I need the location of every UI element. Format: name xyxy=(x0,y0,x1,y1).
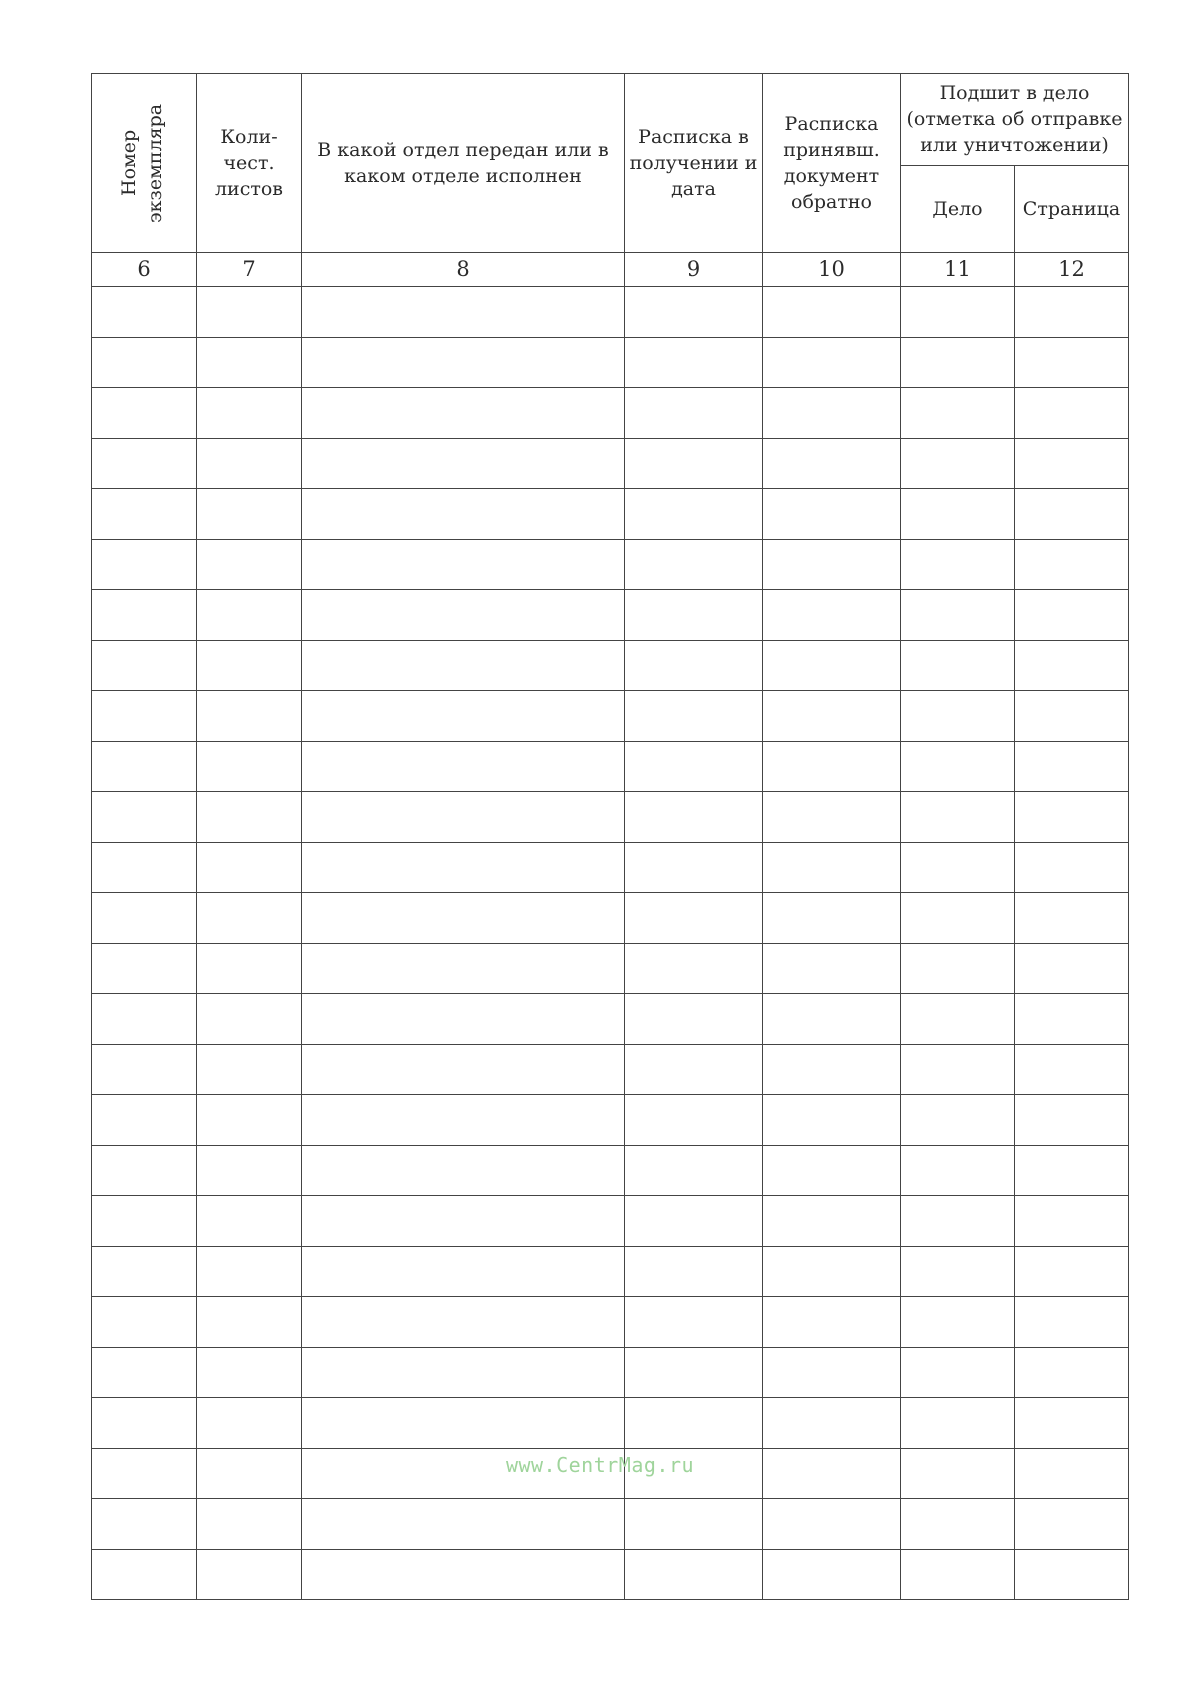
table-cell xyxy=(763,1398,901,1449)
table-row xyxy=(92,337,1129,388)
table-cell xyxy=(901,792,1015,843)
table-cell xyxy=(1015,287,1129,338)
table-cell xyxy=(625,691,763,742)
table-cell xyxy=(625,489,763,540)
table-cell xyxy=(901,842,1015,893)
table-cell xyxy=(901,691,1015,742)
table-cell xyxy=(901,1246,1015,1297)
column-number: 7 xyxy=(197,253,302,287)
table-cell xyxy=(302,1246,625,1297)
table-cell xyxy=(197,1095,302,1146)
table-cell xyxy=(92,1145,197,1196)
table-cell xyxy=(92,1499,197,1550)
column-number: 9 xyxy=(625,253,763,287)
table-cell xyxy=(302,1145,625,1196)
table-cell xyxy=(763,388,901,439)
table-cell xyxy=(625,590,763,641)
table-cell xyxy=(901,539,1015,590)
table-cell xyxy=(197,741,302,792)
table-cell xyxy=(197,489,302,540)
table-cell xyxy=(625,1297,763,1348)
header-return-receipt-label: Расписка принявш. документ обратно xyxy=(783,113,880,213)
table-cell xyxy=(763,539,901,590)
table-cell xyxy=(1015,1246,1129,1297)
table-cell xyxy=(625,1398,763,1449)
header-department-label: В какой отдел передан или в каком отделе исполнен xyxy=(317,139,609,187)
table-cell xyxy=(625,1095,763,1146)
table-row xyxy=(92,1549,1129,1600)
table-cell xyxy=(763,792,901,843)
table-cell xyxy=(625,943,763,994)
table-row xyxy=(92,287,1129,338)
table-cell xyxy=(625,1044,763,1095)
column-number: 6 xyxy=(92,253,197,287)
table-cell xyxy=(302,943,625,994)
header-page xyxy=(1015,165,1129,253)
table-cell xyxy=(763,1297,901,1348)
table-cell xyxy=(625,1196,763,1247)
table-cell xyxy=(1015,1044,1129,1095)
table-cell xyxy=(197,1196,302,1247)
table-row xyxy=(92,1347,1129,1398)
table-cell xyxy=(901,943,1015,994)
table-row xyxy=(92,539,1129,590)
table-cell xyxy=(763,337,901,388)
table-cell xyxy=(92,1246,197,1297)
table-cell xyxy=(302,489,625,540)
table-cell xyxy=(302,590,625,641)
table-cell xyxy=(92,438,197,489)
table-cell xyxy=(625,1145,763,1196)
table-cell xyxy=(302,1196,625,1247)
table-cell xyxy=(625,438,763,489)
table-cell xyxy=(197,539,302,590)
table-cell xyxy=(92,539,197,590)
table-cell xyxy=(763,1196,901,1247)
register-body xyxy=(92,287,1129,1600)
table-cell xyxy=(92,1347,197,1398)
table-cell xyxy=(763,994,901,1045)
table-cell xyxy=(901,1398,1015,1449)
watermark: www.CentrMag.ru xyxy=(505,1453,695,1477)
table-cell xyxy=(92,489,197,540)
table-cell xyxy=(901,1549,1015,1600)
table-row xyxy=(92,1246,1129,1297)
table-cell xyxy=(302,337,625,388)
header-sheet-count xyxy=(197,74,302,253)
table-cell xyxy=(625,1549,763,1600)
table-cell xyxy=(197,287,302,338)
table-cell xyxy=(1015,539,1129,590)
table-cell xyxy=(763,842,901,893)
table-row xyxy=(92,1499,1129,1550)
table-cell xyxy=(302,1297,625,1348)
table-cell xyxy=(625,337,763,388)
table-row xyxy=(92,1044,1129,1095)
table-cell xyxy=(197,1145,302,1196)
table-row xyxy=(92,741,1129,792)
header-receipt-label: Расписка в получении и дата xyxy=(629,126,758,200)
table-cell xyxy=(302,842,625,893)
table-cell xyxy=(1015,994,1129,1045)
table-cell xyxy=(92,1095,197,1146)
table-cell xyxy=(763,1549,901,1600)
table-cell xyxy=(302,1549,625,1600)
table-row xyxy=(92,691,1129,742)
table-cell xyxy=(302,1044,625,1095)
table-cell xyxy=(197,943,302,994)
table-cell xyxy=(625,994,763,1045)
header-page-label: Страница xyxy=(1022,197,1121,220)
table-cell xyxy=(197,792,302,843)
header-copy-number xyxy=(92,74,197,253)
table-row xyxy=(92,792,1129,843)
table-cell xyxy=(625,287,763,338)
table-cell xyxy=(1015,590,1129,641)
table-cell xyxy=(197,691,302,742)
table-cell xyxy=(1015,337,1129,388)
table-cell xyxy=(1015,792,1129,843)
table-cell xyxy=(92,640,197,691)
table-cell xyxy=(197,438,302,489)
table-row xyxy=(92,994,1129,1045)
table-cell xyxy=(901,893,1015,944)
table-cell xyxy=(1015,842,1129,893)
table-cell xyxy=(92,893,197,944)
table-cell xyxy=(901,1347,1015,1398)
table-cell xyxy=(901,438,1015,489)
table-cell xyxy=(197,1246,302,1297)
table-cell xyxy=(92,691,197,742)
table-cell xyxy=(197,994,302,1045)
table-cell xyxy=(901,1196,1015,1247)
table-cell xyxy=(1015,1145,1129,1196)
table-row xyxy=(92,1297,1129,1348)
table-cell xyxy=(197,1297,302,1348)
table-cell xyxy=(302,438,625,489)
table-cell xyxy=(92,1549,197,1600)
table-cell xyxy=(92,1044,197,1095)
table-row xyxy=(92,1145,1129,1196)
table-cell xyxy=(1015,1095,1129,1146)
header-department xyxy=(302,74,625,253)
table-cell xyxy=(92,590,197,641)
table-cell xyxy=(302,287,625,338)
header-sheet-count-label: Коли- чест. листов xyxy=(214,126,284,200)
column-number: 10 xyxy=(763,253,901,287)
table-cell xyxy=(197,337,302,388)
table-cell xyxy=(763,741,901,792)
table-cell xyxy=(1015,893,1129,944)
column-number: 12 xyxy=(1015,253,1129,287)
table-row xyxy=(92,590,1129,641)
table-cell xyxy=(302,539,625,590)
table-cell xyxy=(763,1095,901,1146)
table-cell xyxy=(302,1095,625,1146)
table-cell xyxy=(901,287,1015,338)
table-cell xyxy=(302,893,625,944)
table-cell xyxy=(763,287,901,338)
table-row xyxy=(92,1095,1129,1146)
table-row xyxy=(92,640,1129,691)
table-cell xyxy=(901,337,1015,388)
table-cell xyxy=(901,388,1015,439)
table-cell xyxy=(625,1246,763,1297)
table-cell xyxy=(763,943,901,994)
table-cell xyxy=(92,1398,197,1449)
table-cell xyxy=(302,741,625,792)
table-cell xyxy=(92,741,197,792)
table-cell xyxy=(92,287,197,338)
table-cell xyxy=(763,1145,901,1196)
register-table xyxy=(91,73,1129,1600)
table-cell xyxy=(625,893,763,944)
table-cell xyxy=(302,994,625,1045)
table-cell xyxy=(197,893,302,944)
table-cell xyxy=(901,590,1015,641)
table-cell xyxy=(302,1499,625,1550)
table-cell xyxy=(1015,691,1129,742)
table-cell xyxy=(901,489,1015,540)
table-cell xyxy=(1015,1549,1129,1600)
table-row xyxy=(92,1196,1129,1247)
table-cell xyxy=(92,994,197,1045)
table-cell xyxy=(92,1196,197,1247)
column-number-row xyxy=(92,253,1129,287)
table-cell xyxy=(92,842,197,893)
table-cell xyxy=(1015,1297,1129,1348)
header-receipt xyxy=(625,74,763,253)
table-row xyxy=(92,1398,1129,1449)
table-cell xyxy=(1015,489,1129,540)
table-cell xyxy=(763,640,901,691)
table-cell xyxy=(625,792,763,843)
table-cell xyxy=(302,640,625,691)
table-cell xyxy=(901,640,1015,691)
table-cell xyxy=(625,388,763,439)
table-cell xyxy=(763,1246,901,1297)
table-cell xyxy=(197,1347,302,1398)
table-cell xyxy=(197,1398,302,1449)
table-cell xyxy=(92,388,197,439)
header-case xyxy=(901,165,1015,253)
table-cell xyxy=(763,1347,901,1398)
table-cell xyxy=(901,1499,1015,1550)
table-cell xyxy=(302,691,625,742)
table-cell xyxy=(1015,1398,1129,1449)
table-cell xyxy=(901,1044,1015,1095)
table-cell xyxy=(901,994,1015,1045)
table-cell xyxy=(901,1145,1015,1196)
table-cell xyxy=(763,1044,901,1095)
table-cell xyxy=(1015,943,1129,994)
table-row xyxy=(92,943,1129,994)
table-cell xyxy=(625,1347,763,1398)
table-cell xyxy=(625,741,763,792)
column-number: 8 xyxy=(302,253,625,287)
table-cell xyxy=(1015,1499,1129,1550)
table-row xyxy=(92,388,1129,439)
table-row xyxy=(92,489,1129,540)
table-cell xyxy=(625,1499,763,1550)
table-cell xyxy=(197,1044,302,1095)
table-cell xyxy=(1015,1347,1129,1398)
table-cell xyxy=(625,842,763,893)
table-row xyxy=(92,438,1129,489)
header-return-receipt xyxy=(763,74,901,253)
table-cell xyxy=(302,792,625,843)
table-cell xyxy=(302,1347,625,1398)
table-cell xyxy=(763,590,901,641)
table-cell xyxy=(901,1095,1015,1146)
table-row xyxy=(92,842,1129,893)
table-row xyxy=(92,893,1129,944)
table-cell xyxy=(302,388,625,439)
header-copy-number-label: Номер экземпляра xyxy=(118,103,166,223)
table-cell xyxy=(1015,438,1129,489)
header-filed-group-label: Подшит в дело (отметка об отправке или уничтожении) xyxy=(906,82,1123,157)
column-number: 11 xyxy=(901,253,1015,287)
table-cell xyxy=(763,438,901,489)
table-cell xyxy=(1015,640,1129,691)
table-cell xyxy=(197,1499,302,1550)
table-cell xyxy=(763,893,901,944)
table-cell xyxy=(625,539,763,590)
table-cell xyxy=(901,1297,1015,1348)
table-cell xyxy=(197,590,302,641)
table-cell xyxy=(197,842,302,893)
table-cell xyxy=(197,640,302,691)
table-cell xyxy=(92,1297,197,1348)
table-cell xyxy=(763,489,901,540)
table-cell xyxy=(763,1499,901,1550)
header-filed-group xyxy=(901,74,1129,166)
table-cell xyxy=(302,1398,625,1449)
table-cell xyxy=(901,741,1015,792)
table-cell xyxy=(92,792,197,843)
table-cell xyxy=(1015,1196,1129,1247)
table-cell xyxy=(763,691,901,742)
header-case-label: Дело xyxy=(932,197,983,220)
table-cell xyxy=(197,388,302,439)
table-cell xyxy=(1015,388,1129,439)
table-cell xyxy=(92,337,197,388)
table-cell xyxy=(1015,741,1129,792)
table-cell xyxy=(197,1549,302,1600)
table-cell xyxy=(625,640,763,691)
table-cell xyxy=(92,943,197,994)
